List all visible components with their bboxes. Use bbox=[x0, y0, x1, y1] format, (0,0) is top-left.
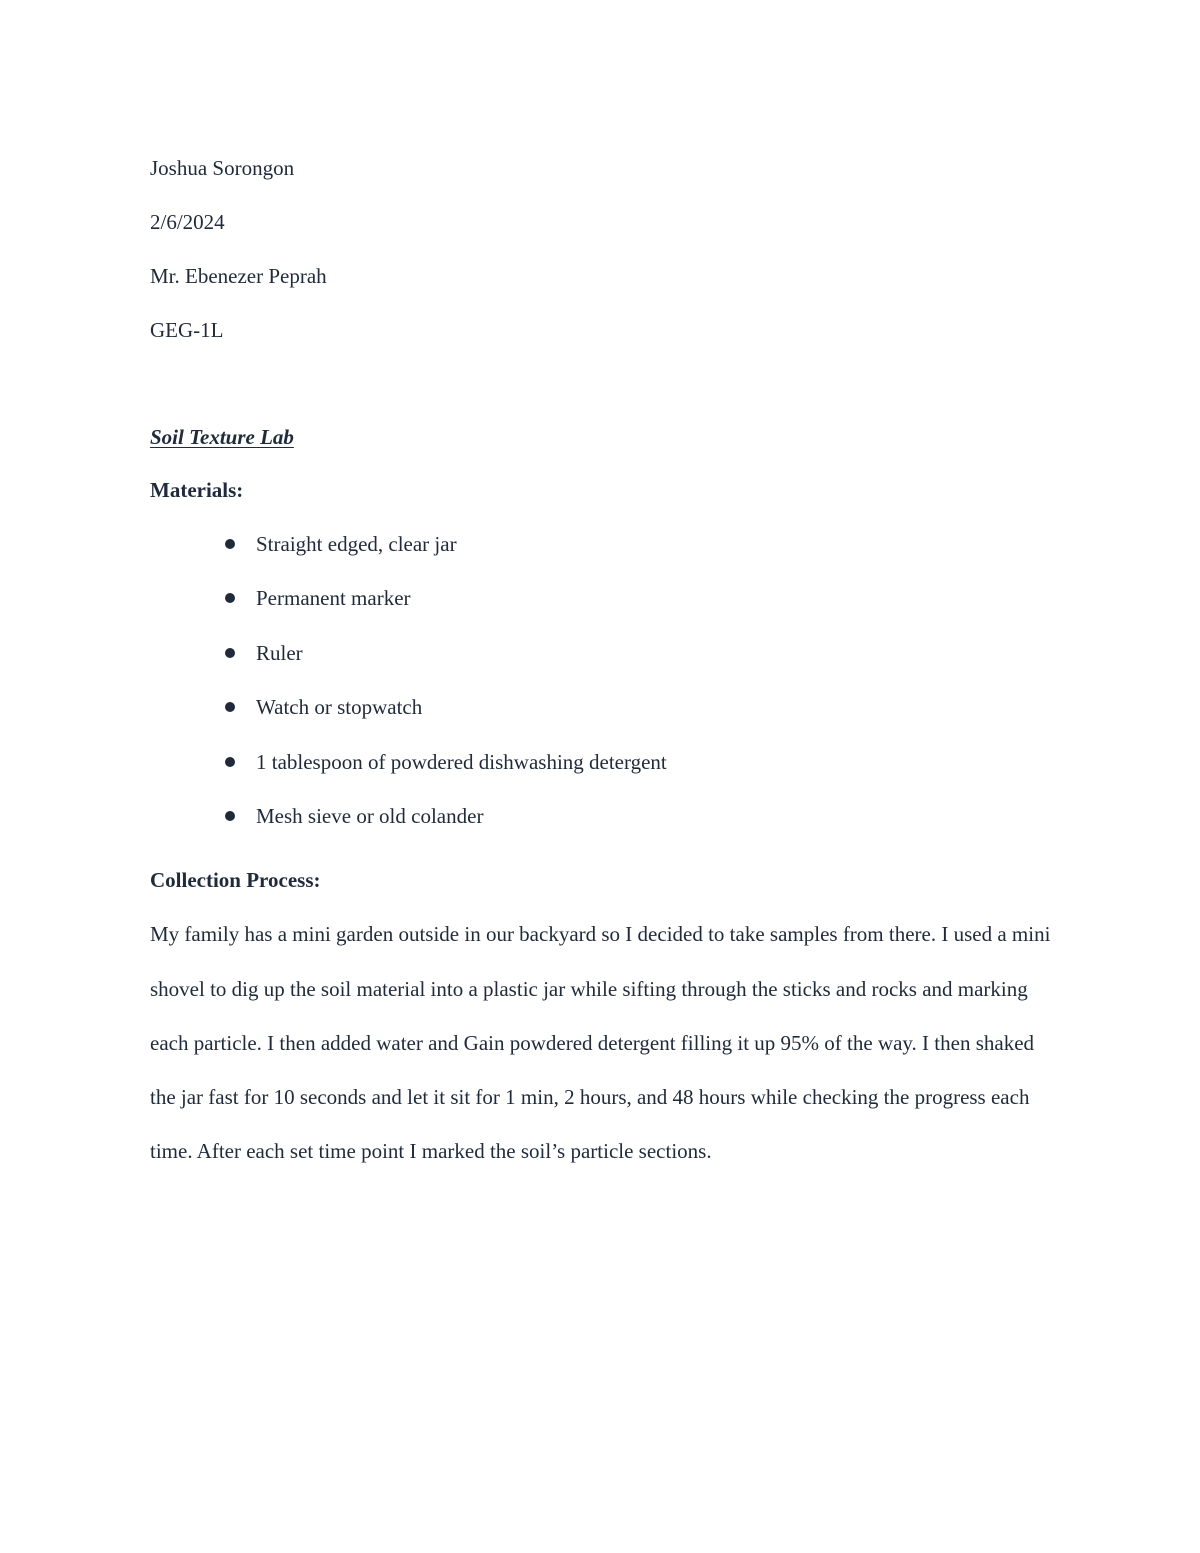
list-item-text: Watch or stopwatch bbox=[256, 695, 423, 720]
list-item bbox=[222, 680, 1060, 734]
materials-heading: Materials: bbox=[150, 478, 244, 502]
list-item bbox=[222, 517, 1060, 571]
author-name: Joshua Sorongon bbox=[150, 156, 295, 180]
bullet-icon bbox=[225, 702, 235, 712]
collection-paragraph: My family has a mini garden outside in our backyard so I decided to take samples from there. I used a mini shovel to dig up the soil material into a plastic jar while sifting through the sticks and rocks and marking each particle. I then added water and Gain powdered detergent filling it up 95% of the way. I then shaked the jar fast for 10 seconds and let it sit for 1 min, 2 hours, and 48 hours while checking the progress each time. After each set time point I marked the soil’s particle sections. bbox=[150, 922, 1051, 1164]
bullet-icon bbox=[225, 539, 235, 549]
course-code: GEG-1L bbox=[150, 318, 224, 342]
list-item bbox=[222, 626, 1060, 680]
list-item-text: Straight edged, clear jar bbox=[256, 532, 457, 556]
document-title: Soil Texture Lab bbox=[150, 425, 294, 449]
document-content bbox=[150, 141, 1060, 1178]
list-item-text: Ruler bbox=[256, 640, 303, 665]
title-line bbox=[150, 411, 1060, 463]
list-item-text: 1 tablespoon of powdered dishwashing detergent bbox=[256, 749, 667, 774]
bullet-icon bbox=[225, 593, 235, 603]
list-item bbox=[222, 789, 1060, 843]
bullet-icon bbox=[225, 757, 235, 767]
blank-line bbox=[150, 357, 1060, 411]
instructor-name: Mr. Ebenezer Peprah bbox=[150, 264, 327, 288]
list-item-text: Permanent marker bbox=[256, 586, 411, 611]
list-item bbox=[222, 571, 1060, 625]
list-item-text: Mesh sieve or old colander bbox=[256, 803, 484, 828]
bullet-icon bbox=[225, 648, 235, 658]
materials-list bbox=[150, 517, 1060, 843]
bullet-icon bbox=[225, 811, 235, 821]
header-block bbox=[150, 141, 1060, 357]
list-item bbox=[222, 735, 1060, 789]
collection-heading: Collection Process: bbox=[150, 868, 321, 893]
document-date: 2/6/2024 bbox=[150, 210, 225, 234]
